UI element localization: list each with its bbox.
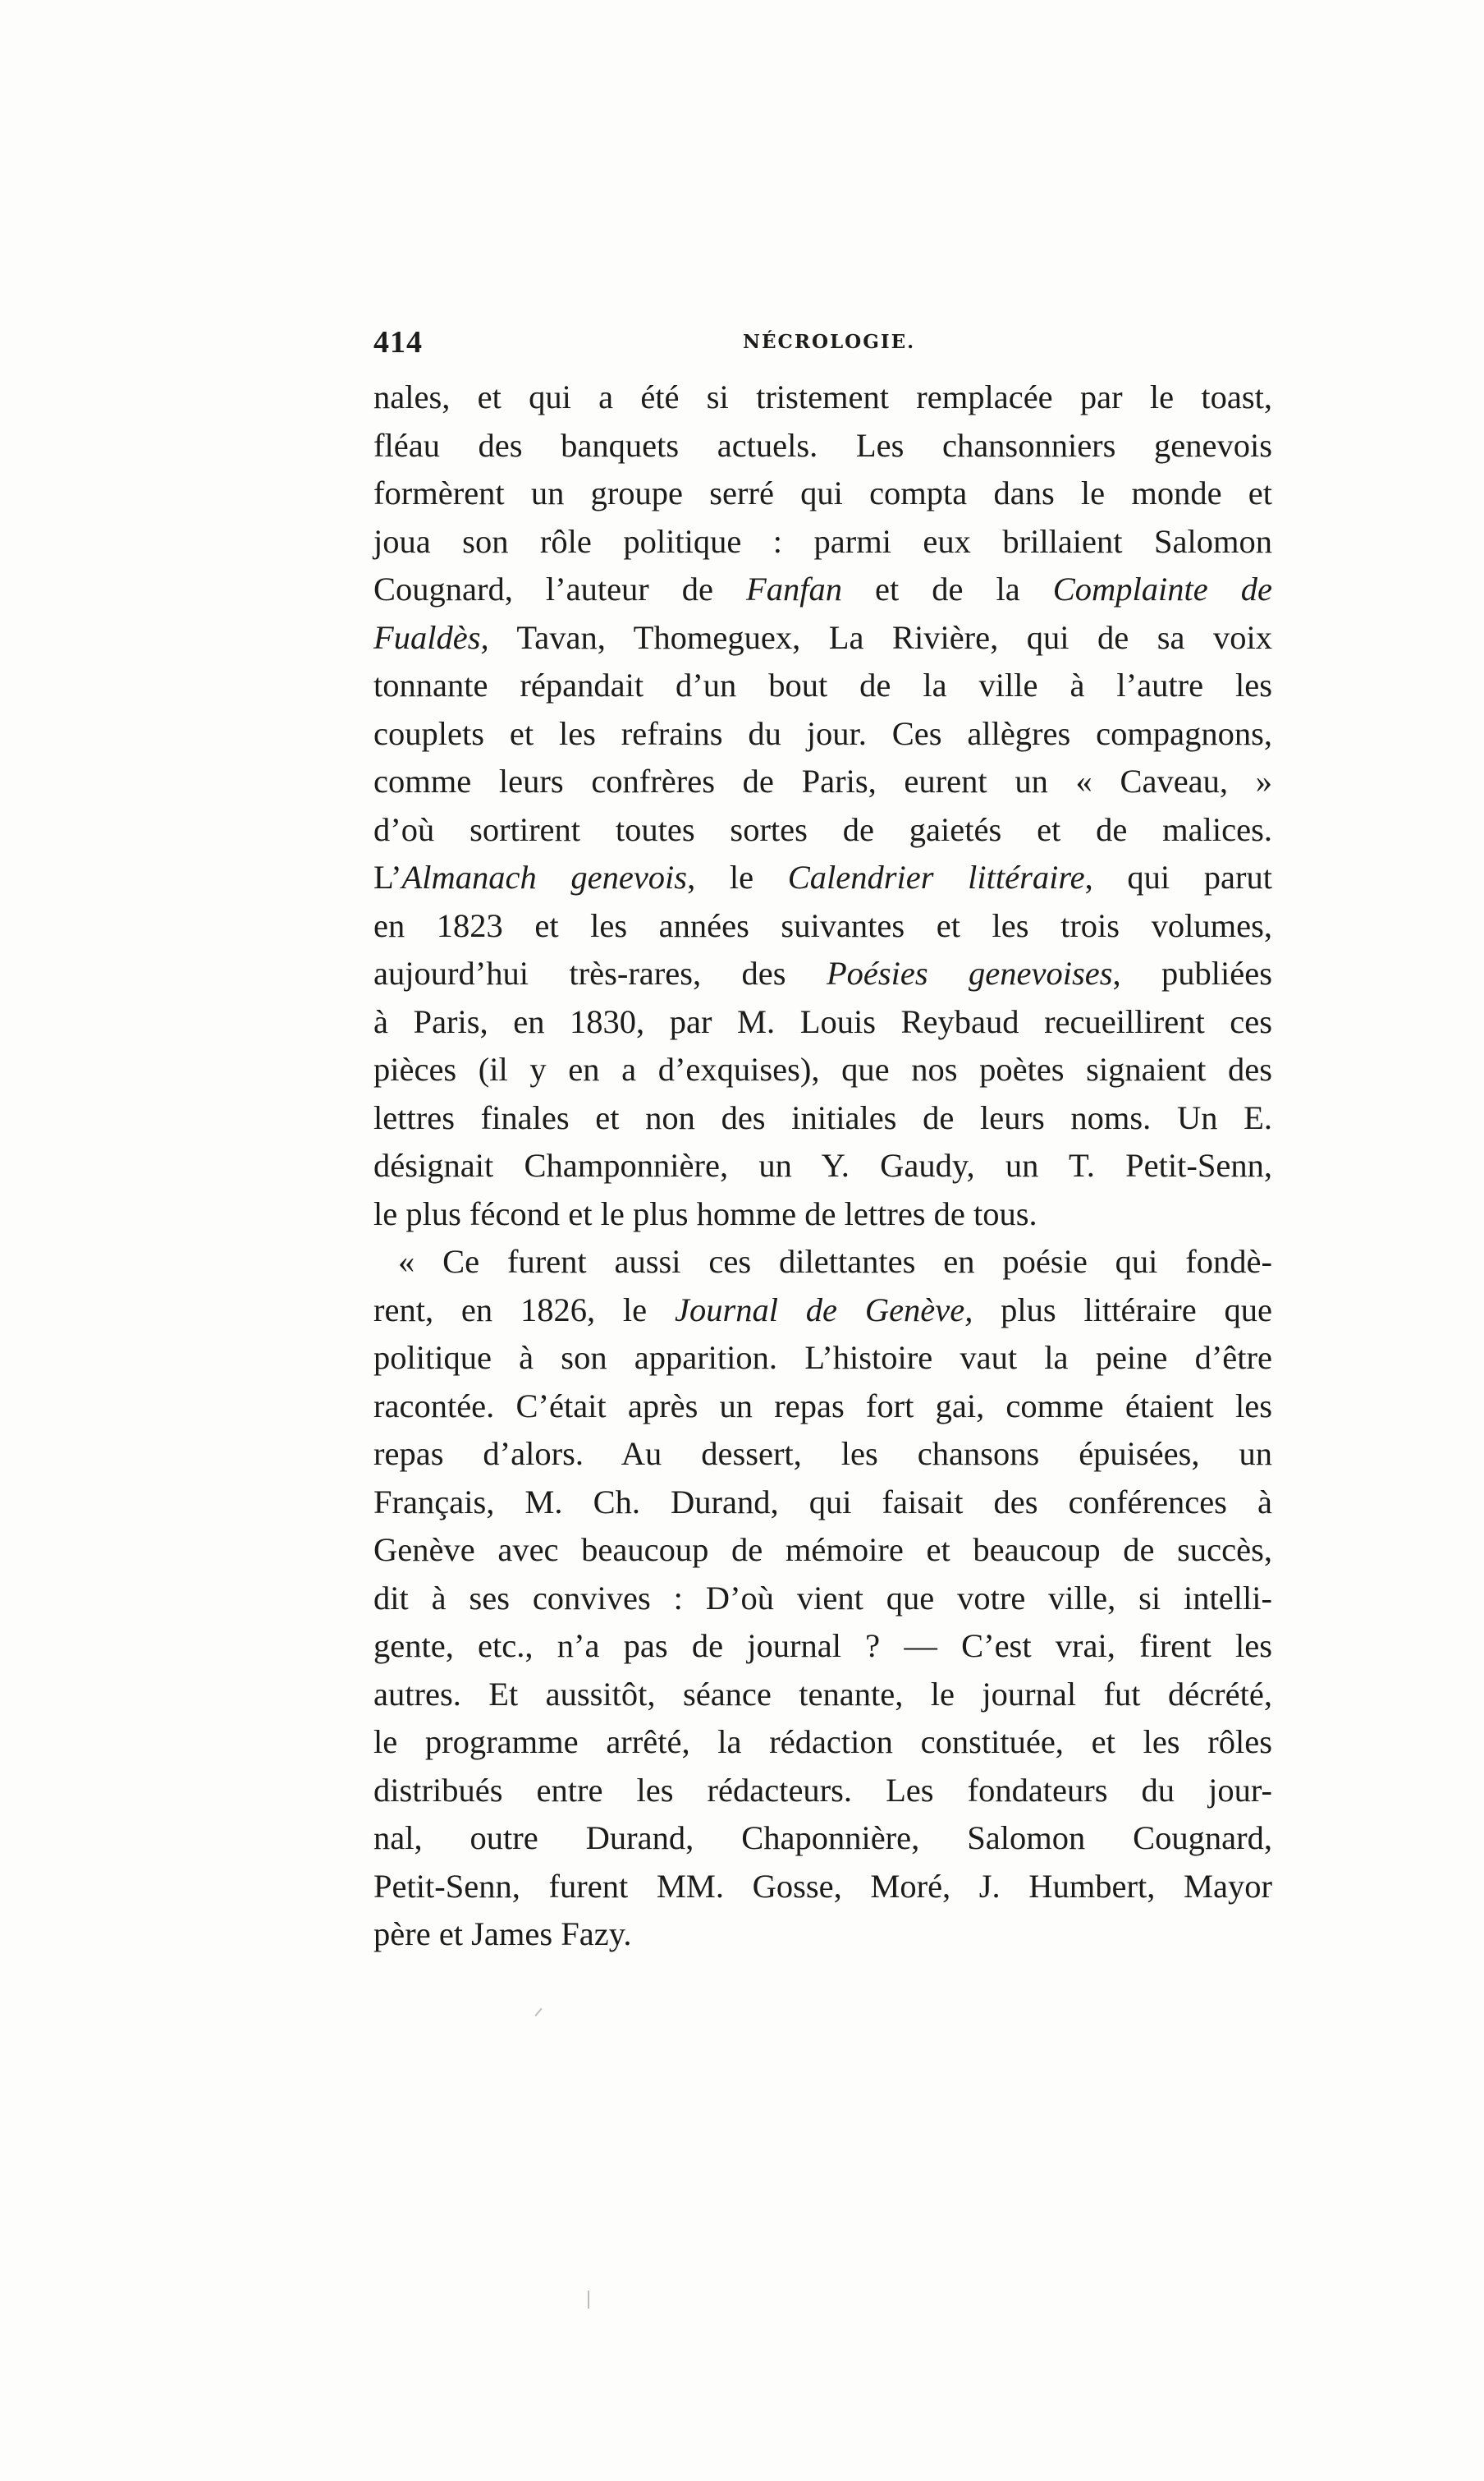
text-run: rent, en 1826, le	[373, 1291, 675, 1328]
text-run: Cougnard, l’auteur de	[373, 571, 747, 608]
text-line: dit à ses convives : D’où vient que votre ville, si intelli-	[373, 1579, 1272, 1617]
text-run: plus littéraire que	[973, 1291, 1272, 1328]
scan-speck	[534, 2008, 542, 2016]
text-line: le programme arrêté, la rédaction constituée, et les rôles	[373, 1723, 1272, 1760]
italic-title-fanfan: Fanfan	[746, 571, 843, 608]
italic-title-calendrier: Calendrier littéraire	[787, 859, 1085, 896]
text-line	[373, 1286, 1272, 1335]
text-run: , publiées	[1112, 955, 1272, 992]
scan-speck	[588, 2291, 589, 2309]
text-line: couplets et les refrains du jour. Ces allègres compagnons,	[373, 714, 1272, 752]
running-header	[373, 324, 1289, 365]
text-run: aujourd’hui très-rares, des	[373, 955, 827, 992]
text-line: repas d’alors. Au dessert, les chansons épuisées, un	[373, 1435, 1272, 1472]
text-line: en 1823 et les années suivantes et les trois volumes,	[373, 906, 1272, 944]
text-line: Genève avec beaucoup de mémoire et beaucoup de succès,	[373, 1531, 1272, 1568]
text-line	[373, 950, 1272, 998]
text-line: autres. Et aussitôt, séance tenante, le journal fut décrété,	[373, 1675, 1272, 1713]
italic-title-fualdes: Fualdès,	[373, 618, 489, 656]
text-line: joua son rôle politique : parmi eux brillaient Salomon	[373, 522, 1272, 560]
text-line	[373, 614, 1272, 663]
text-line: d’où sortirent toutes sortes de gaietés et de malices.	[373, 810, 1272, 848]
text-run: , qui parut	[1084, 859, 1272, 896]
page-number: 414	[373, 325, 423, 360]
text-run: , le	[687, 859, 788, 896]
text-line: distribués entre les rédacteurs. Les fondateurs du jour-	[373, 1771, 1272, 1809]
text-line: racontée. C’était après un repas fort gai, comme étaient les	[373, 1387, 1272, 1424]
text-line: Petit-Senn, furent MM. Gosse, Moré, J. Humbert, Mayor	[373, 1867, 1272, 1905]
text-line: nales, et qui a été si tristement remplacée par le toast,	[373, 378, 1272, 415]
text-line: formèrent un groupe serré qui compta dans le monde et	[373, 475, 1272, 511]
text-line: à Paris, en 1830, par M. Louis Reybaud recueillirent ces	[373, 1002, 1272, 1040]
text-line	[373, 854, 1272, 902]
text-line: le plus fécond et le plus homme de lettres de tous.	[373, 1195, 1037, 1232]
text-line: gente, etc., n’a pas de journal ? — C’est vrai, firent les	[373, 1627, 1272, 1664]
text-line: pièces (il y en a d’exquises), que nos poètes signaient des	[373, 1051, 1272, 1088]
text-run: L’	[373, 859, 402, 896]
text-line: nal, outre Durand, Chaponnière, Salomon Cougnard,	[373, 1819, 1272, 1856]
text-line: lettres finales et non des initiales de leurs noms. Un E.	[373, 1098, 1272, 1136]
italic-title-poesies: Poésies genevoises	[826, 955, 1113, 992]
text-line: tonnante répandait d’un bout de la ville à l’autre les	[373, 667, 1272, 704]
text-run: et de la	[842, 571, 1053, 608]
running-title: NÉCROLOGIE.	[743, 331, 916, 353]
text-line: comme leurs confrères de Paris, eurent un « Caveau, »	[373, 763, 1272, 800]
text-line: Français, M. Ch. Durand, qui faisait des conférences à	[373, 1483, 1272, 1520]
italic-title-almanach: Almanach genevois	[401, 859, 688, 896]
body-text	[373, 374, 1272, 1959]
text-run: Tavan, Thomeguex, La Rivière, qui de sa voix	[488, 618, 1272, 656]
text-line: désignait Champonnière, un Y. Gaudy, un T. Petit-Senn,	[373, 1147, 1272, 1184]
text-line: père et James Fazy.	[373, 1915, 632, 1952]
italic-title-complainte: Complainte de	[1052, 571, 1272, 608]
text-line: « Ce furent aussi ces dilettantes en poésie qui fondè-	[398, 1243, 1272, 1280]
italic-title-journal: Journal de Genève,	[674, 1291, 973, 1328]
text-line	[373, 566, 1272, 614]
text-line: fléau des banquets actuels. Les chansonniers genevois	[373, 426, 1272, 464]
text-line: politique à son apparition. L’histoire vaut la peine d’être	[373, 1339, 1272, 1376]
